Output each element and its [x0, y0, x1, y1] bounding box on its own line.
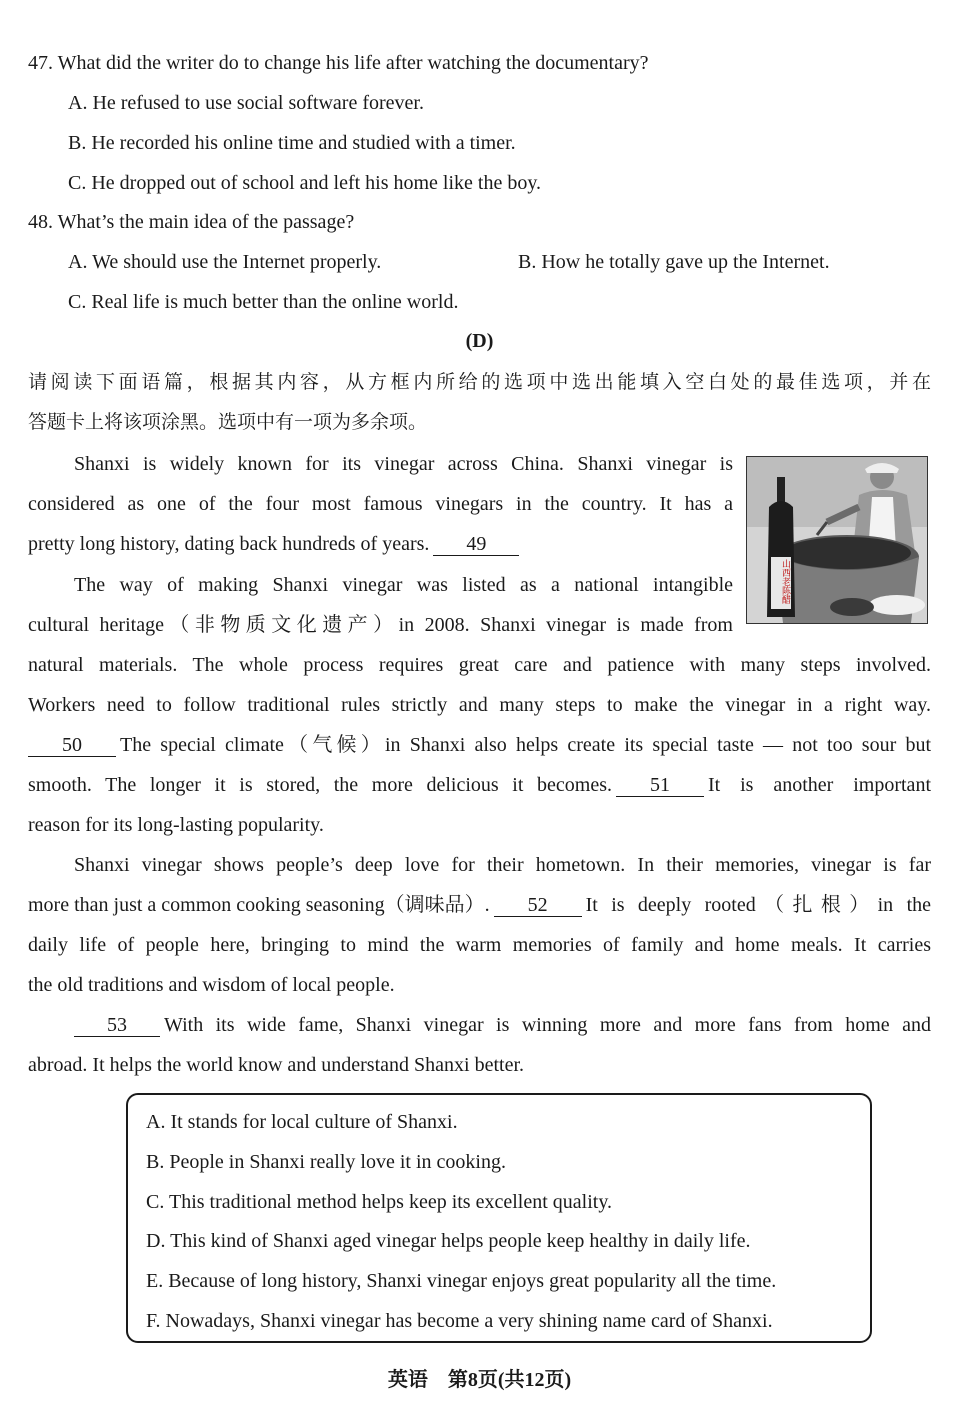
question-47-option-b: B. He recorded his online time and studied with a timer. [68, 132, 516, 154]
passage-p2-line6-text-a: smooth. The longer it is stored, the more delicious it becomes. [28, 774, 612, 796]
choice-c: C. This traditional method helps keep its excellent quality. [146, 1191, 613, 1213]
passage-p2-line5 [28, 733, 931, 757]
passage-p3-line2-text-b: It is deeply rooted（扎根）in the [585, 894, 931, 916]
blank-51: 51 [616, 774, 704, 797]
passage-p2-line5-text: The special climate（气候）in Shanxi also helps create its special taste — not too sour but [120, 734, 931, 756]
passage-p4-line1 [74, 1013, 931, 1037]
vinegar-illustration [746, 456, 928, 624]
passage-p1-line1: Shanxi is widely known for its vinegar across China. Shanxi vinegar is [74, 453, 733, 475]
question-47-option-a: A. He refused to use social software forever. [68, 92, 424, 114]
choice-d: D. This kind of Shanxi aged vinegar helps people keep healthy in daily life. [146, 1230, 751, 1252]
page-footer: 英语 第8页(共12页) [387, 1369, 572, 1391]
question-47-option-c: C. He dropped out of school and left his home like the boy. [68, 172, 542, 194]
passage-p4-line1-text: With its wide fame, Shanxi vinegar is winning more and more fans from home and [164, 1014, 931, 1036]
question-47-stem: 47. What did the writer do to change his life after watching the documentary? [28, 52, 649, 74]
blank-53: 53 [74, 1014, 160, 1037]
choice-a: A. It stands for local culture of Shanxi. [146, 1111, 458, 1133]
blank-52: 52 [494, 894, 582, 917]
choice-e: E. Because of long history, Shanxi vinegar enjoys great popularity all the time. [146, 1270, 777, 1292]
passage-p3-line1: Shanxi vinegar shows people’s deep love for their hometown. In their memories, vinegar is far [74, 854, 931, 876]
passage-p3-line4: the old traditions and wisdom of local people. [28, 974, 395, 996]
choice-b: B. People in Shanxi really love it in cooking. [146, 1151, 506, 1173]
passage-p1-line3-text: pretty long history, dating back hundreds of years. [28, 533, 430, 555]
question-48-option-c: C. Real life is much better than the online world. [68, 291, 459, 313]
passage-p3-line3: daily life of people here, bringing to mind the warm memories of family and home meals. It carries [28, 934, 931, 956]
passage-p4-line2: abroad. It helps the world know and understand Shanxi better. [28, 1054, 524, 1076]
choice-f: F. Nowadays, Shanxi vinegar has become a very shining name card of Shanxi. [146, 1310, 773, 1332]
question-48-option-a: A. We should use the Internet properly. [68, 251, 382, 273]
passage-p2-line7: reason for its long-lasting popularity. [28, 814, 324, 836]
passage-p1-line2: considered as one of the four most famous vinegars in the country. It has a [28, 493, 733, 515]
section-d-instruction-line1: 请阅读下面语篇，根据其内容，从方框内所给的选项中选出能填入空白处的最佳选项，并在 [28, 371, 931, 393]
section-d-title: (D) [465, 330, 494, 352]
passage-p2-line6 [28, 773, 931, 797]
passage-p2-line1: The way of making Shanxi vinegar was listed as a national intangible [74, 574, 733, 596]
passage-p2-line4: Workers need to follow traditional rules strictly and many steps to make the vinegar in a right way. [28, 694, 931, 716]
section-d-instruction-line2: 答题卡上将该项涂黑。选项中有一项为多余项。 [28, 411, 428, 433]
passage-p2-line3: natural materials. The whole process requires great care and patience with many steps involved. [28, 654, 931, 676]
blank-50: 50 [28, 734, 116, 757]
blank-49: 49 [433, 533, 519, 556]
passage-p2-line6-text-b: It is another important [708, 774, 931, 796]
question-48-stem: 48. What’s the main idea of the passage? [28, 211, 355, 233]
passage-p3-line2-text-a: more than just a common cooking seasoning（调味品）. [28, 894, 490, 916]
passage-p1-line3 [28, 532, 523, 556]
options-box [126, 1093, 872, 1343]
passage-p2-line2: cultural heritage（非物质文化遗产）in 2008. Shanxi vinegar is made from [28, 614, 733, 636]
bottle-label: 山西老陈醋 [780, 559, 790, 604]
question-48-option-b: B. How he totally gave up the Internet. [518, 251, 830, 273]
passage-p3-line2 [28, 893, 931, 917]
